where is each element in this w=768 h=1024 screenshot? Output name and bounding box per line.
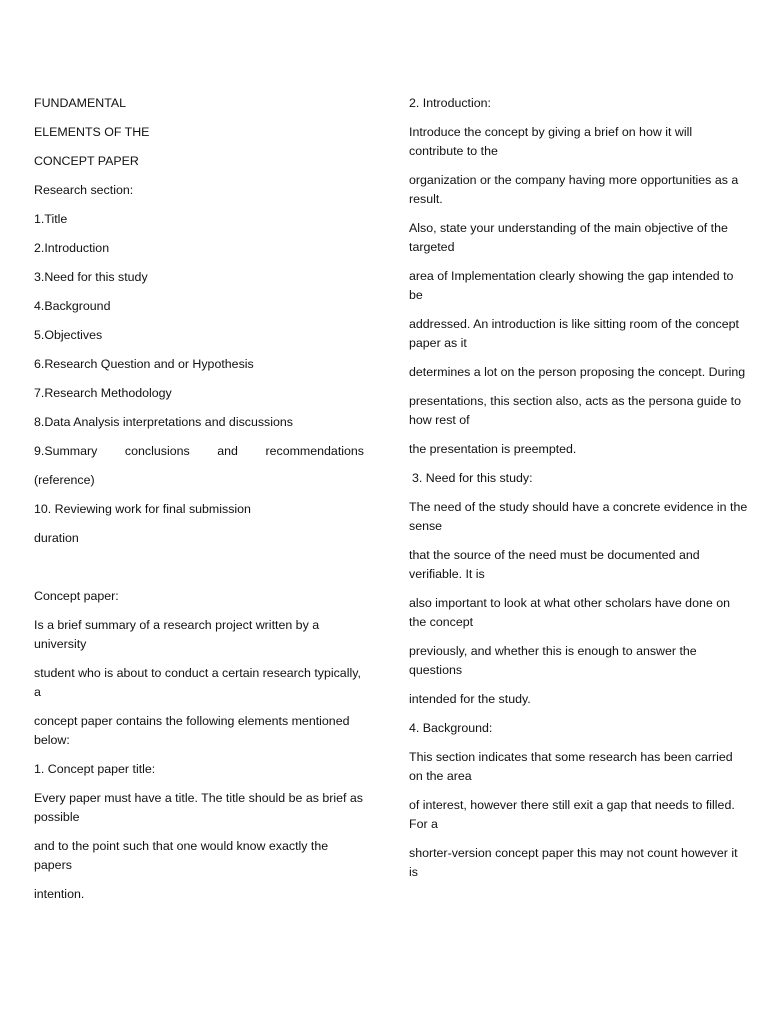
introduction-text-4: area of Implementation clearly showing the gap intended to be	[409, 269, 734, 302]
introduction-text-3: Also, state your understanding of the main objective of the targeted	[409, 221, 728, 254]
introduction-text-6: determines a lot on the person proposing the concept. During	[409, 365, 746, 379]
list-item-data-analysis: 8.Data Analysis interpretations and discussions	[34, 415, 293, 429]
background-text-1: This section indicates that some research has been carried on the area	[409, 750, 733, 783]
concept-title-text-1: Every paper must have a title. The title should be as brief as possible	[34, 791, 363, 824]
doc-title-line-2: ELEMENTS OF THE	[34, 125, 150, 139]
list-item-need: 3.Need for this study	[34, 270, 148, 284]
doc-title-line-3: CONCEPT PAPER	[34, 154, 139, 168]
list-item-background: 4.Background	[34, 299, 111, 313]
list-item-reference: (reference)	[34, 473, 95, 487]
research-section-heading: Research section:	[34, 183, 134, 197]
list-item-duration: duration	[34, 531, 79, 545]
list-item-title: 1.Title	[34, 212, 68, 226]
doc-title-line-1: FUNDAMENTAL	[34, 96, 127, 110]
introduction-heading: 2. Introduction:	[409, 96, 491, 110]
left-column	[34, 94, 364, 914]
list-item-introduction: 2.Introduction	[34, 241, 110, 255]
introduction-text-2: organization or the company having more opportunities as a result.	[409, 173, 739, 206]
list-item-objectives: 5.Objectives	[34, 328, 103, 342]
concept-paper-heading: Concept paper:	[34, 589, 119, 603]
section-spacer	[34, 558, 364, 587]
need-text-5: intended for the study.	[409, 692, 531, 706]
background-heading: 4. Background:	[409, 721, 493, 735]
introduction-text-1: Introduce the concept by giving a brief on how it will contribute to the	[409, 125, 693, 158]
concept-title-text-2: and to the point such that one would know exactly the papers	[34, 839, 329, 872]
introduction-text-8: the presentation is preempted.	[409, 442, 577, 456]
concept-paper-text-2: student who is about to conduct a certain research typically, a	[34, 666, 361, 699]
concept-title-heading: 1. Concept paper title:	[34, 762, 156, 776]
list-item-research-question: 6.Research Question and or Hypothesis	[34, 357, 254, 371]
background-text-3: shorter-version concept paper this may not count however it is	[409, 846, 738, 879]
concept-paper-text-1: Is a brief summary of a research project written by a university	[34, 618, 320, 651]
list-item-summary: 9.Summary conclusions and recommendations	[34, 444, 364, 458]
introduction-text-7: presentations, this section also, acts as the persona guide to how rest of	[409, 394, 741, 427]
need-text-2: that the source of the need must be documented and verifiable. It is	[409, 548, 700, 581]
right-column	[409, 94, 749, 892]
need-text-1: The need of the study should have a concrete evidence in the sense	[409, 500, 748, 533]
concept-paper-text-3: concept paper contains the following elements mentioned below:	[34, 714, 350, 747]
concept-title-text-3: intention.	[34, 887, 85, 901]
background-text-2: of interest, however there still exit a gap that needs to filled. For a	[409, 798, 735, 831]
introduction-text-5: addressed. An introduction is like sitting room of the concept paper as it	[409, 317, 739, 350]
list-item-reviewing: 10. Reviewing work for final submission	[34, 502, 251, 516]
need-heading: 3. Need for this study:	[412, 471, 533, 485]
list-item-methodology: 7.Research Methodology	[34, 386, 172, 400]
need-text-3: also important to look at what other scholars have done on the concept	[409, 596, 730, 629]
need-text-4: previously, and whether this is enough to answer the questions	[409, 644, 697, 677]
